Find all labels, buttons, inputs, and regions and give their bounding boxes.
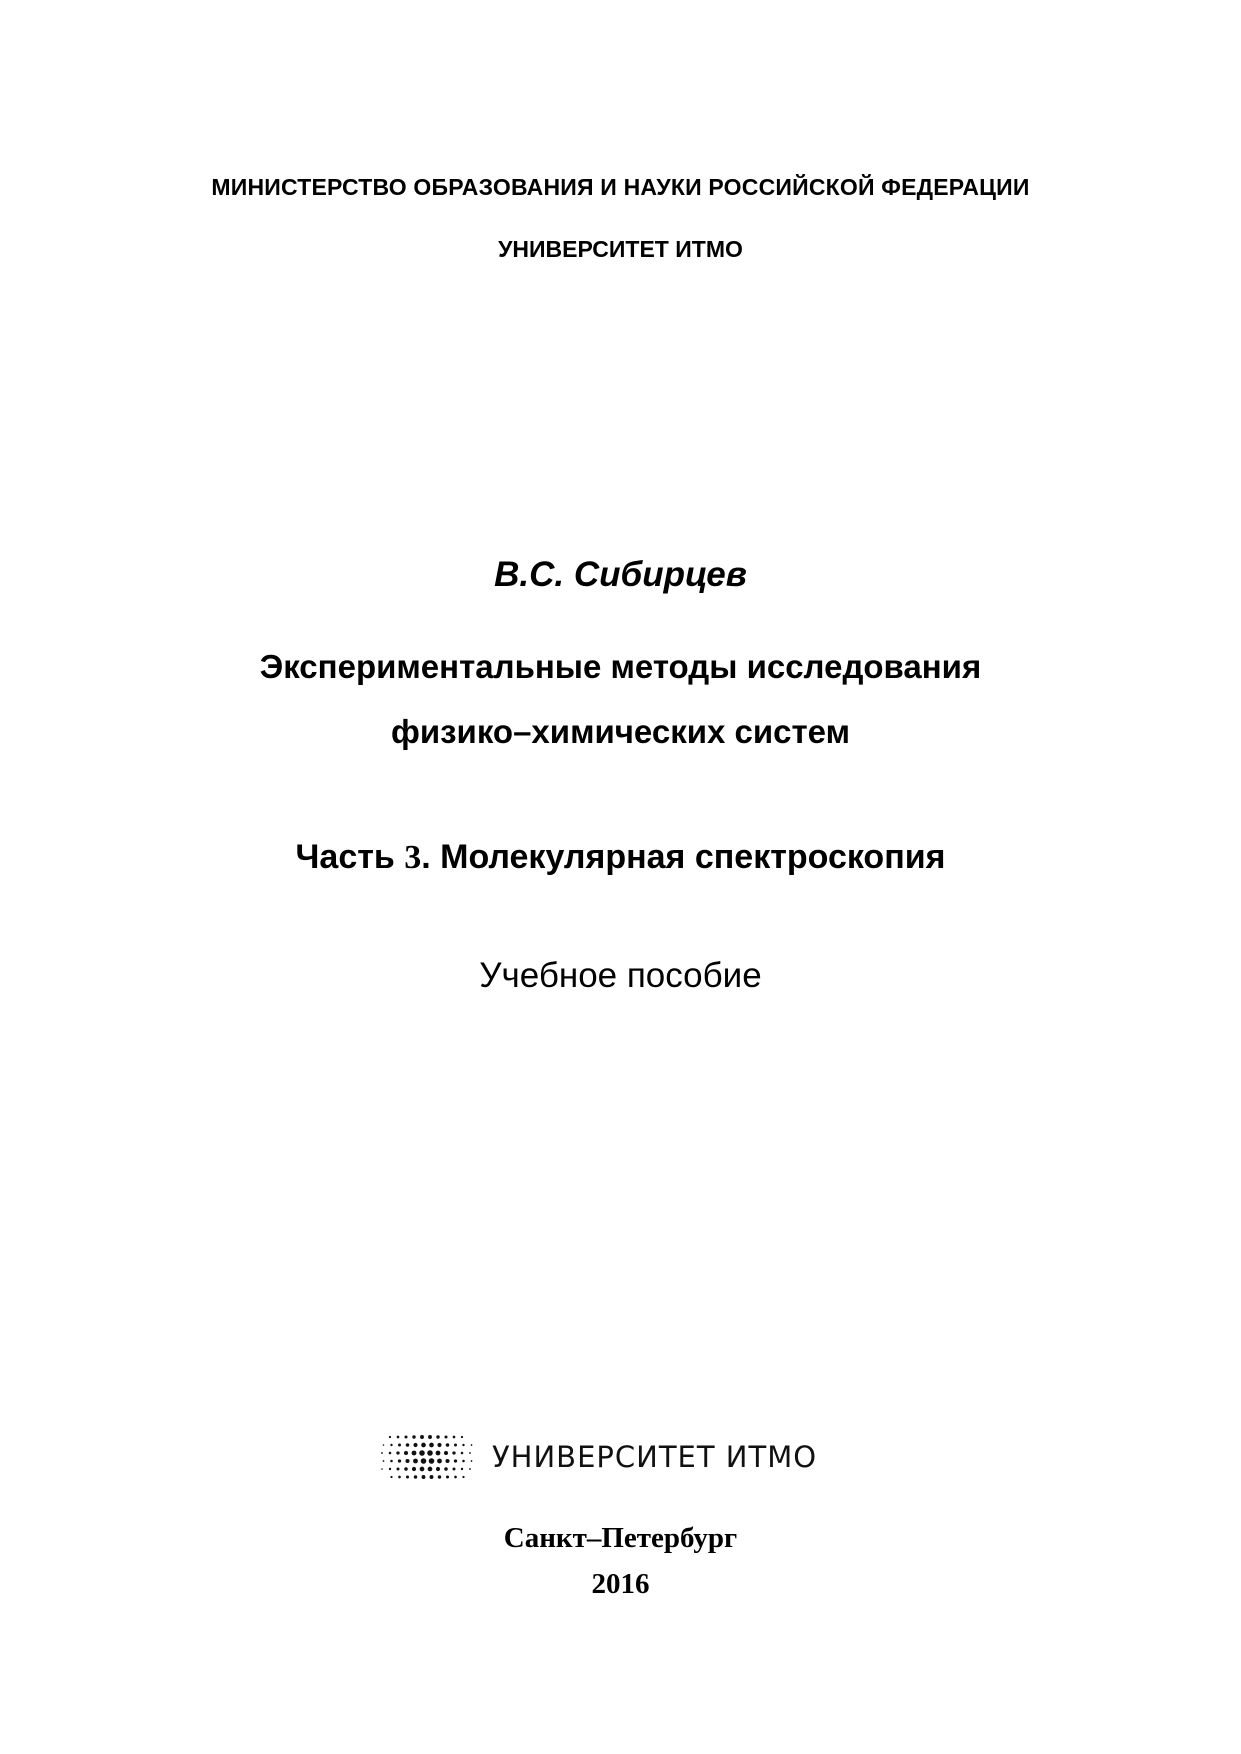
logo-dot: [419, 1450, 425, 1456]
logo-dot: [404, 1467, 408, 1471]
logo-dot: [413, 1459, 418, 1464]
part-prefix: Часть: [295, 838, 405, 876]
logo-dot: [404, 1435, 407, 1438]
logo-dot: [444, 1435, 447, 1438]
logo-dot: [436, 1467, 440, 1471]
logo-dot: [390, 1444, 392, 1446]
logo-dot: [383, 1460, 385, 1462]
book-genre: Учебное пособие: [479, 956, 762, 995]
part-number: 3: [404, 839, 422, 876]
logo-dot: [461, 1452, 464, 1455]
logo-dot: [429, 1458, 435, 1464]
logo-dot: [381, 1468, 383, 1470]
logo-dot: [436, 1435, 439, 1438]
logo-dot: [428, 1467, 433, 1472]
publication-city: Санкт–Петербург: [503, 1522, 738, 1554]
publication-year: 2016: [591, 1568, 650, 1600]
logo-dot: [421, 1458, 427, 1464]
logo-dot: [446, 1443, 450, 1447]
logo-dot: [461, 1468, 463, 1470]
book-title-line-1: Экспериментальные методы исследования: [259, 648, 982, 685]
logo-dot: [471, 1444, 473, 1446]
logo-dot: [404, 1451, 408, 1455]
itmo-dots-logo-icon: [378, 1432, 476, 1482]
logo-dot: [412, 1451, 417, 1456]
logo-dot: [421, 1443, 426, 1448]
logo-dot: [412, 1435, 415, 1438]
logo-dot: [405, 1459, 409, 1463]
logo-dot: [389, 1436, 391, 1438]
logo-dot: [444, 1467, 448, 1471]
logo-dot: [469, 1452, 471, 1454]
book-title-line-2: физико–химических систем: [390, 713, 851, 750]
logo-dot: [429, 1443, 434, 1448]
logo-dot: [454, 1459, 457, 1462]
logo-dot: [420, 1435, 424, 1439]
logo-dot: [469, 1468, 471, 1470]
logo-dot: [437, 1459, 442, 1464]
logo-dot: [462, 1444, 464, 1446]
logo-dot: [428, 1435, 432, 1439]
logo-dot: [430, 1475, 434, 1479]
logo-dot: [383, 1444, 385, 1446]
logo-dot: [437, 1443, 441, 1447]
logo-dot: [461, 1436, 463, 1438]
logo-dot: [462, 1460, 465, 1463]
logo-dot: [454, 1476, 457, 1479]
university-heading: УНИВЕРСИТЕТ ИТМО: [498, 236, 743, 262]
logo-dot: [412, 1467, 416, 1471]
logo-dot: [406, 1475, 409, 1478]
logo-dot: [444, 1451, 448, 1455]
ministry-heading: МИНИСТЕРСТВО ОБРАЗОВАНИЯ И НАУКИ РОССИЙСКОЙ ФЕДЕРАЦИИ: [211, 174, 1030, 200]
logo-dot: [453, 1436, 456, 1439]
logo-dot: [420, 1467, 425, 1472]
logo-dot: [445, 1459, 449, 1463]
logo-dot: [453, 1468, 456, 1471]
author-name: В.С. Сибирцев: [494, 555, 747, 594]
part-heading: [0, 838, 1241, 877]
logo-dot: [381, 1452, 383, 1454]
logo-dot: [422, 1475, 426, 1479]
logo-dot: [414, 1475, 417, 1478]
logo-dot: [406, 1443, 410, 1447]
logo-dot: [398, 1459, 401, 1462]
logo-dot: [471, 1460, 473, 1462]
logo-dot: [462, 1476, 464, 1478]
logo-dot: [454, 1444, 457, 1447]
logo-dot: [427, 1450, 433, 1456]
logo-dot: [452, 1451, 455, 1454]
logo-text: УНИВЕРСИТЕТ ИТМО: [492, 1440, 818, 1474]
logo-dot: [389, 1468, 391, 1470]
part-title: . Молекулярная спектроскопия: [421, 838, 946, 876]
logo-dot: [446, 1475, 449, 1478]
logo-dot: [413, 1443, 417, 1447]
logo-dot: [397, 1468, 400, 1471]
itmo-logo: [378, 1432, 817, 1482]
logo-dot: [390, 1476, 392, 1478]
logo-dot: [389, 1452, 392, 1455]
logo-dot: [436, 1451, 441, 1456]
logo-dot: [398, 1444, 401, 1447]
logo-dot: [396, 1451, 399, 1454]
logo-dot: [397, 1436, 400, 1439]
logo-dot: [390, 1460, 393, 1463]
logo-dot: [438, 1475, 441, 1478]
logo-dot: [398, 1476, 401, 1479]
